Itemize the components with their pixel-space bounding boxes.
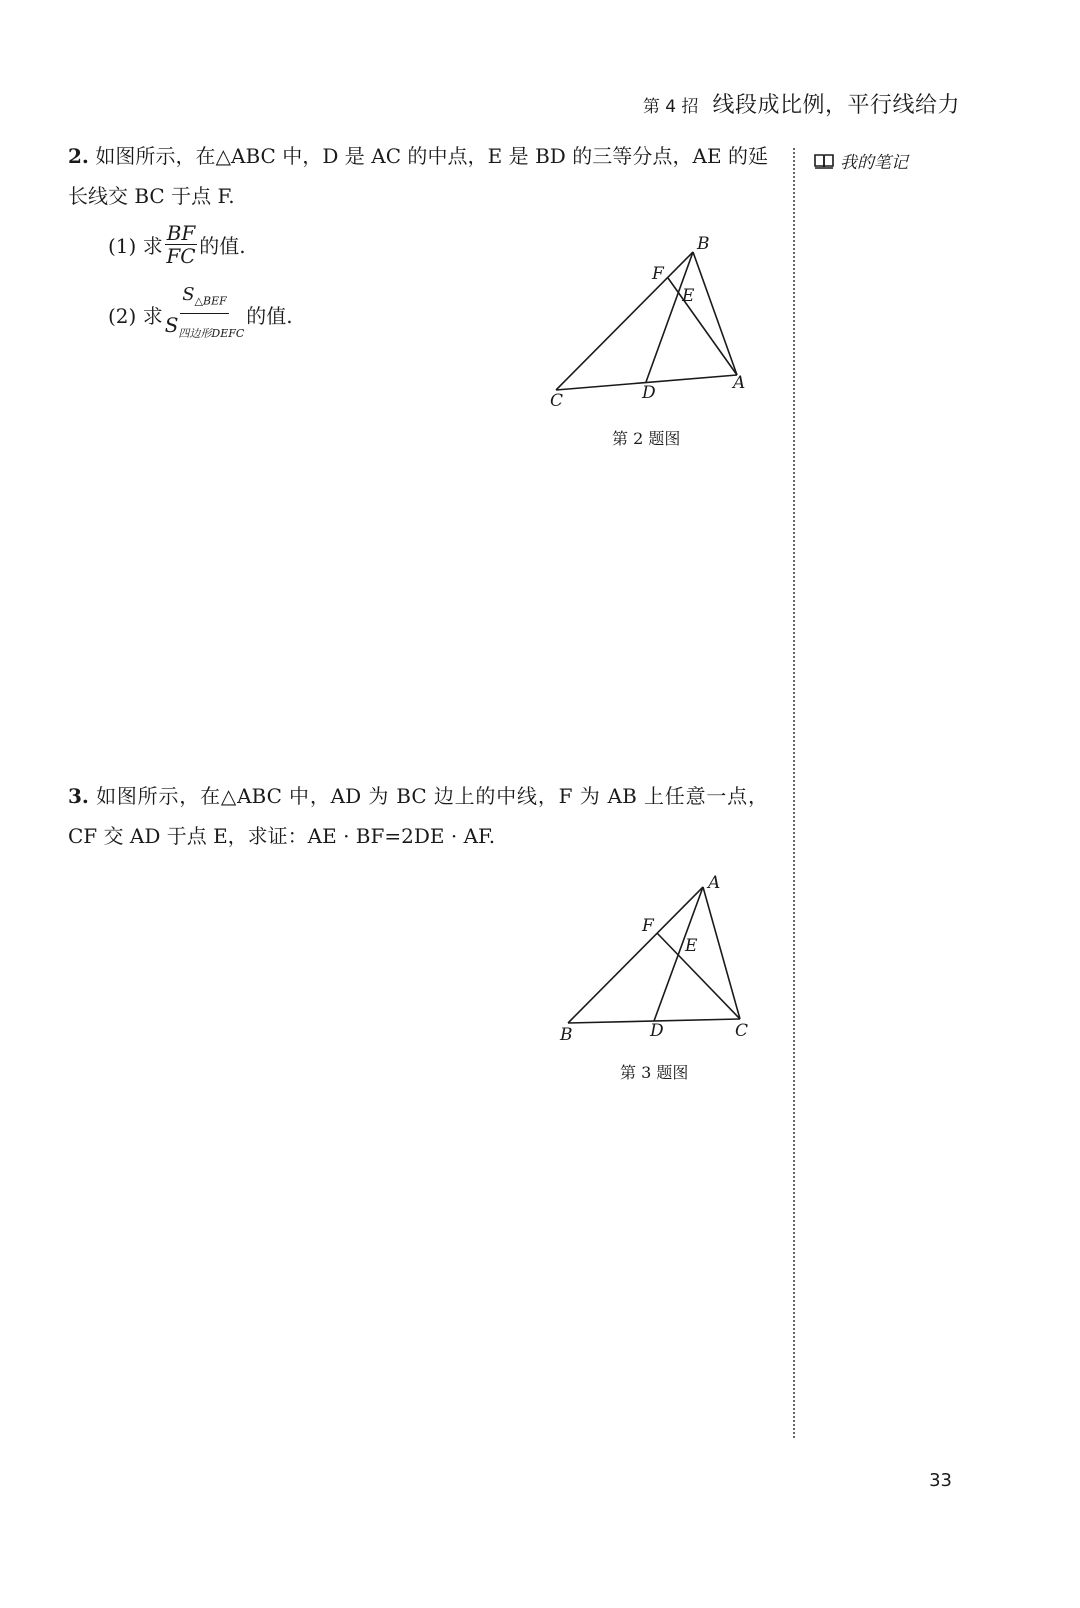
label-e: E	[685, 936, 698, 956]
label-f: F	[652, 264, 664, 284]
figure-2-caption: 第 2 题图	[612, 429, 681, 448]
part-2-suffix: 的值.	[246, 303, 293, 328]
fraction-bf-fc	[165, 222, 198, 267]
area-subscript: △BEF	[194, 294, 227, 308]
problem-3-statement	[68, 776, 768, 856]
chapter-title: 线段成比例，平行线给力	[712, 93, 960, 118]
label-c: C	[735, 1021, 749, 1041]
problem-3-text: 如图所示，在△ABC 中，AD 为 BC 边上的中线，F 为 AB 上任意一点，CF 交 AD 于点 E，求证：AE · BF=2DE · AF.	[68, 784, 768, 848]
fraction-denominator	[165, 314, 245, 345]
part-1-suffix: 的值.	[199, 234, 246, 258]
label-d: D	[642, 383, 656, 403]
figure-3-diagram	[550, 870, 780, 1050]
problem-2-text: 如图所示，在△ABC 中，D 是 AC 的中点，E 是 BD 的三等分点，AE 的延长线交 BC 于点 F.	[68, 144, 769, 208]
problem-2-statement	[68, 136, 768, 216]
label-c: C	[550, 391, 564, 411]
label-b: B	[697, 234, 710, 254]
page-number: 33	[929, 1470, 952, 1491]
fraction-numerator: BF	[166, 221, 196, 245]
segment-bc	[556, 252, 693, 390]
problem-2-number: 2.	[68, 144, 89, 168]
notes-label	[814, 148, 908, 173]
part-1-label: (1) 求	[108, 234, 163, 258]
chapter-number: 第 4 招	[642, 97, 699, 117]
fraction-numerator	[180, 284, 229, 314]
label-f: F	[642, 916, 654, 936]
problem-3-number: 3.	[68, 784, 89, 808]
figure-2-diagram	[540, 230, 780, 420]
label-e: E	[682, 286, 695, 306]
area-subscript: 四边形DEFC	[178, 326, 245, 340]
label-b: B	[560, 1025, 573, 1045]
segment-ab	[693, 252, 737, 375]
notes-divider	[793, 148, 795, 1438]
fraction-area-ratio	[165, 284, 245, 345]
label-d: D	[650, 1021, 664, 1041]
segment-ab	[568, 887, 703, 1023]
chapter-header	[643, 88, 960, 119]
area-symbol: S	[164, 312, 179, 337]
segment-af	[668, 278, 737, 375]
part-2-label: (2) 求	[108, 303, 163, 328]
problem-2-part-1	[108, 222, 246, 267]
label-a: A	[708, 873, 721, 893]
notes-text: 我的笔记	[840, 153, 908, 173]
fraction-denominator: FC	[166, 244, 196, 268]
problem-2-part-2	[108, 284, 293, 345]
area-symbol: S	[182, 284, 195, 305]
label-a: A	[733, 373, 746, 393]
book-icon	[814, 153, 834, 169]
figure-3-caption: 第 3 题图	[620, 1063, 689, 1082]
